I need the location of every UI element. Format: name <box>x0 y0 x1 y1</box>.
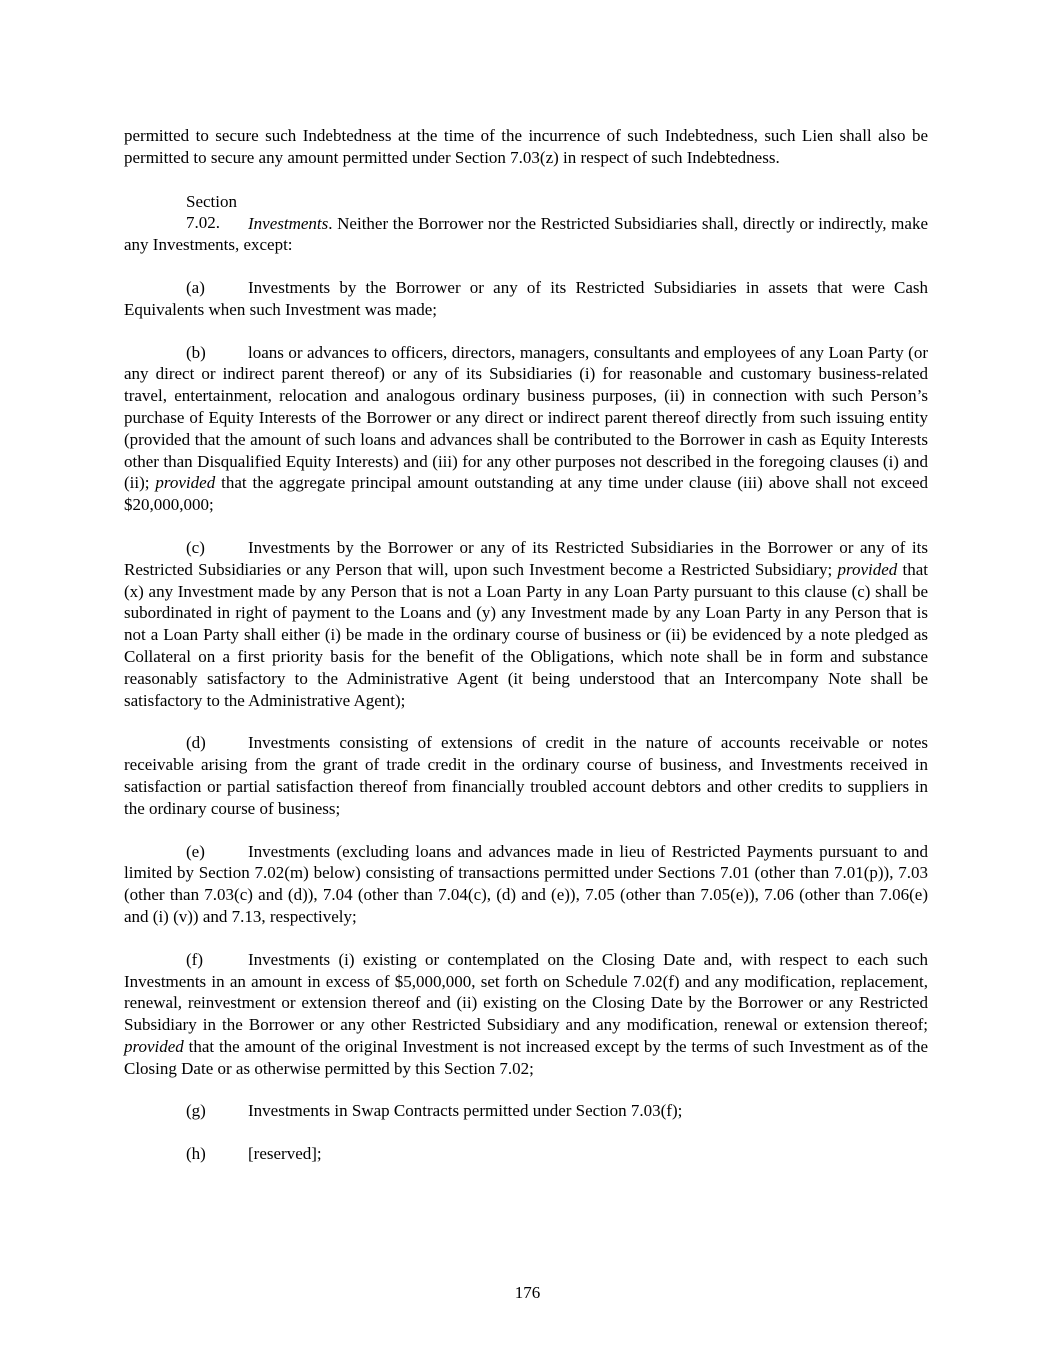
clause-b-label: (b) <box>186 342 206 362</box>
section-number: Section 7.02. <box>186 191 237 233</box>
clause-b-provided: provided <box>155 473 216 493</box>
section-title: Investments <box>248 213 329 233</box>
clause-c <box>124 537 928 711</box>
clause-a-text: Investments by the Borrower or any of its Restricted Subsidiaries in assets that were Cash Equivalents when such Investment was made; <box>124 277 928 319</box>
clause-a <box>124 277 928 321</box>
clause-a-label: (a) <box>186 277 205 297</box>
clause-c-label: (c) <box>186 537 205 557</box>
clause-e <box>124 841 928 928</box>
document-page <box>124 125 928 1186</box>
continuation-paragraph: permitted to secure such Indebtedness at the time of the incurrence of such Indebtedness, such Lien shall also be permitted to secure any amount permitted under Section 7.03(z) in respect of such Indebtedness. <box>124 126 928 167</box>
clause-c-text-1: Investments by the Borrower or any of its Restricted Subsidiaries in the Borrower or any of its Restricted Subsidiaries or any Person that will, upon such Investment become a Restricted Subsidiary; <box>124 537 928 579</box>
section-intro-text: . Neither the Borrower nor the Restricted Subsidiaries shall, directly or indirectly, make any Investments, except: <box>124 213 928 255</box>
clause-d-label: (d) <box>186 733 206 753</box>
clause-h <box>124 1143 928 1165</box>
clause-f-text-1: Investments (i) existing or contemplated on the Closing Date and, with respect to each such Investments in an amount in excess of $5,000,000, set forth on Schedule 7.02(f) and any modification, replacement, renewal, reinvestment or extension thereof and (ii) existing on the Closing Date by the Borrower or any Restricted Subsidiary in the Borrower or any other Restricted Subsidiary and any modification, renewal or extension thereof; <box>124 949 928 1035</box>
clause-g-label: (g) <box>186 1101 206 1121</box>
clause-c-text-2: that (x) any Investment made by any Person that is not a Loan Party in any Loan Party pursuant to this clause (c) shall be subordinated in right of payment to the Loans and (y) any Investment made by any Loan Party in any Person that is not a Loan Party shall either (i) be made in the ordinary course of business or (ii) be evidenced by a note pledged as Collateral on a first priority basis for the benefit of the Obligations, which note shall be in form and substance reasonably satisfactory to the Administrative Agent (it being understood that an Intercompany Note shall be satisfactory to the Administrative Agent); <box>124 559 929 710</box>
clause-h-text: [reserved]; <box>248 1144 322 1164</box>
clause-g <box>124 1100 928 1122</box>
clause-h-label: (h) <box>186 1144 206 1164</box>
clause-f-label: (f) <box>186 949 203 969</box>
clause-c-provided: provided <box>837 559 898 579</box>
clause-d-text: Investments consisting of extensions of credit in the nature of accounts receivable or notes receivable arising from the grant of trade credit in the ordinary course of business, and Investments received in satisfaction or partial satisfaction thereof from financially troubled account debtors and other credits to suppliers in the ordinary course of business; <box>124 733 928 818</box>
clause-e-label: (e) <box>186 841 205 861</box>
clause-b-text-2: that the aggregate principal amount outstanding at any time under clause (iii) above shall not exceed $20,000,000; <box>124 473 929 515</box>
clause-f-text-2: that the amount of the original Investment is not increased except by the terms of such Investment as of the Closing Date or as otherwise permitted by this Section 7.02; <box>124 1036 928 1078</box>
clause-f <box>124 949 928 1080</box>
section-heading-paragraph <box>124 191 928 256</box>
clause-b <box>124 342 928 516</box>
clause-g-text: Investments in Swap Contracts permitted under Section 7.03(f); <box>248 1101 683 1121</box>
clause-d <box>124 732 928 819</box>
clause-b-text-1: loans or advances to officers, directors, managers, consultants and employees of any Loan Party (or any direct or indirect parent thereof) or any of its Subsidiaries (i) for reasonable and customary business-related travel, entertainment, relocation and analogous ordinary business purposes, (ii) in connection with such Person’s purchase of Equity Interests of the Borrower or any direct or indirect parent thereof directly from such issuing entity (provided that the amount of such loans and advances shall be contributed to the Borrower in cash as Equity Interests other than Disqualified Equity Interests) and (iii) for any other purposes not described in the foregoing clauses (i) and (ii); <box>124 342 928 493</box>
clause-f-provided: provided <box>124 1036 184 1056</box>
clause-e-text: Investments (excluding loans and advances made in lieu of Restricted Payments pursuant to and limited by Section 7.02(m) below) consisting of transactions permitted under Sections 7.01 (other than 7.01(p)), 7.03 (other than 7.03(c) and (d)), 7.04 (other than 7.04(c), (d) and (e)), 7.05 (other than 7.05(e)), 7.06 (other than 7.06(e) and (i) (v)) and 7.13, respectively; <box>124 841 928 926</box>
page-number: 176 <box>514 1283 541 1302</box>
